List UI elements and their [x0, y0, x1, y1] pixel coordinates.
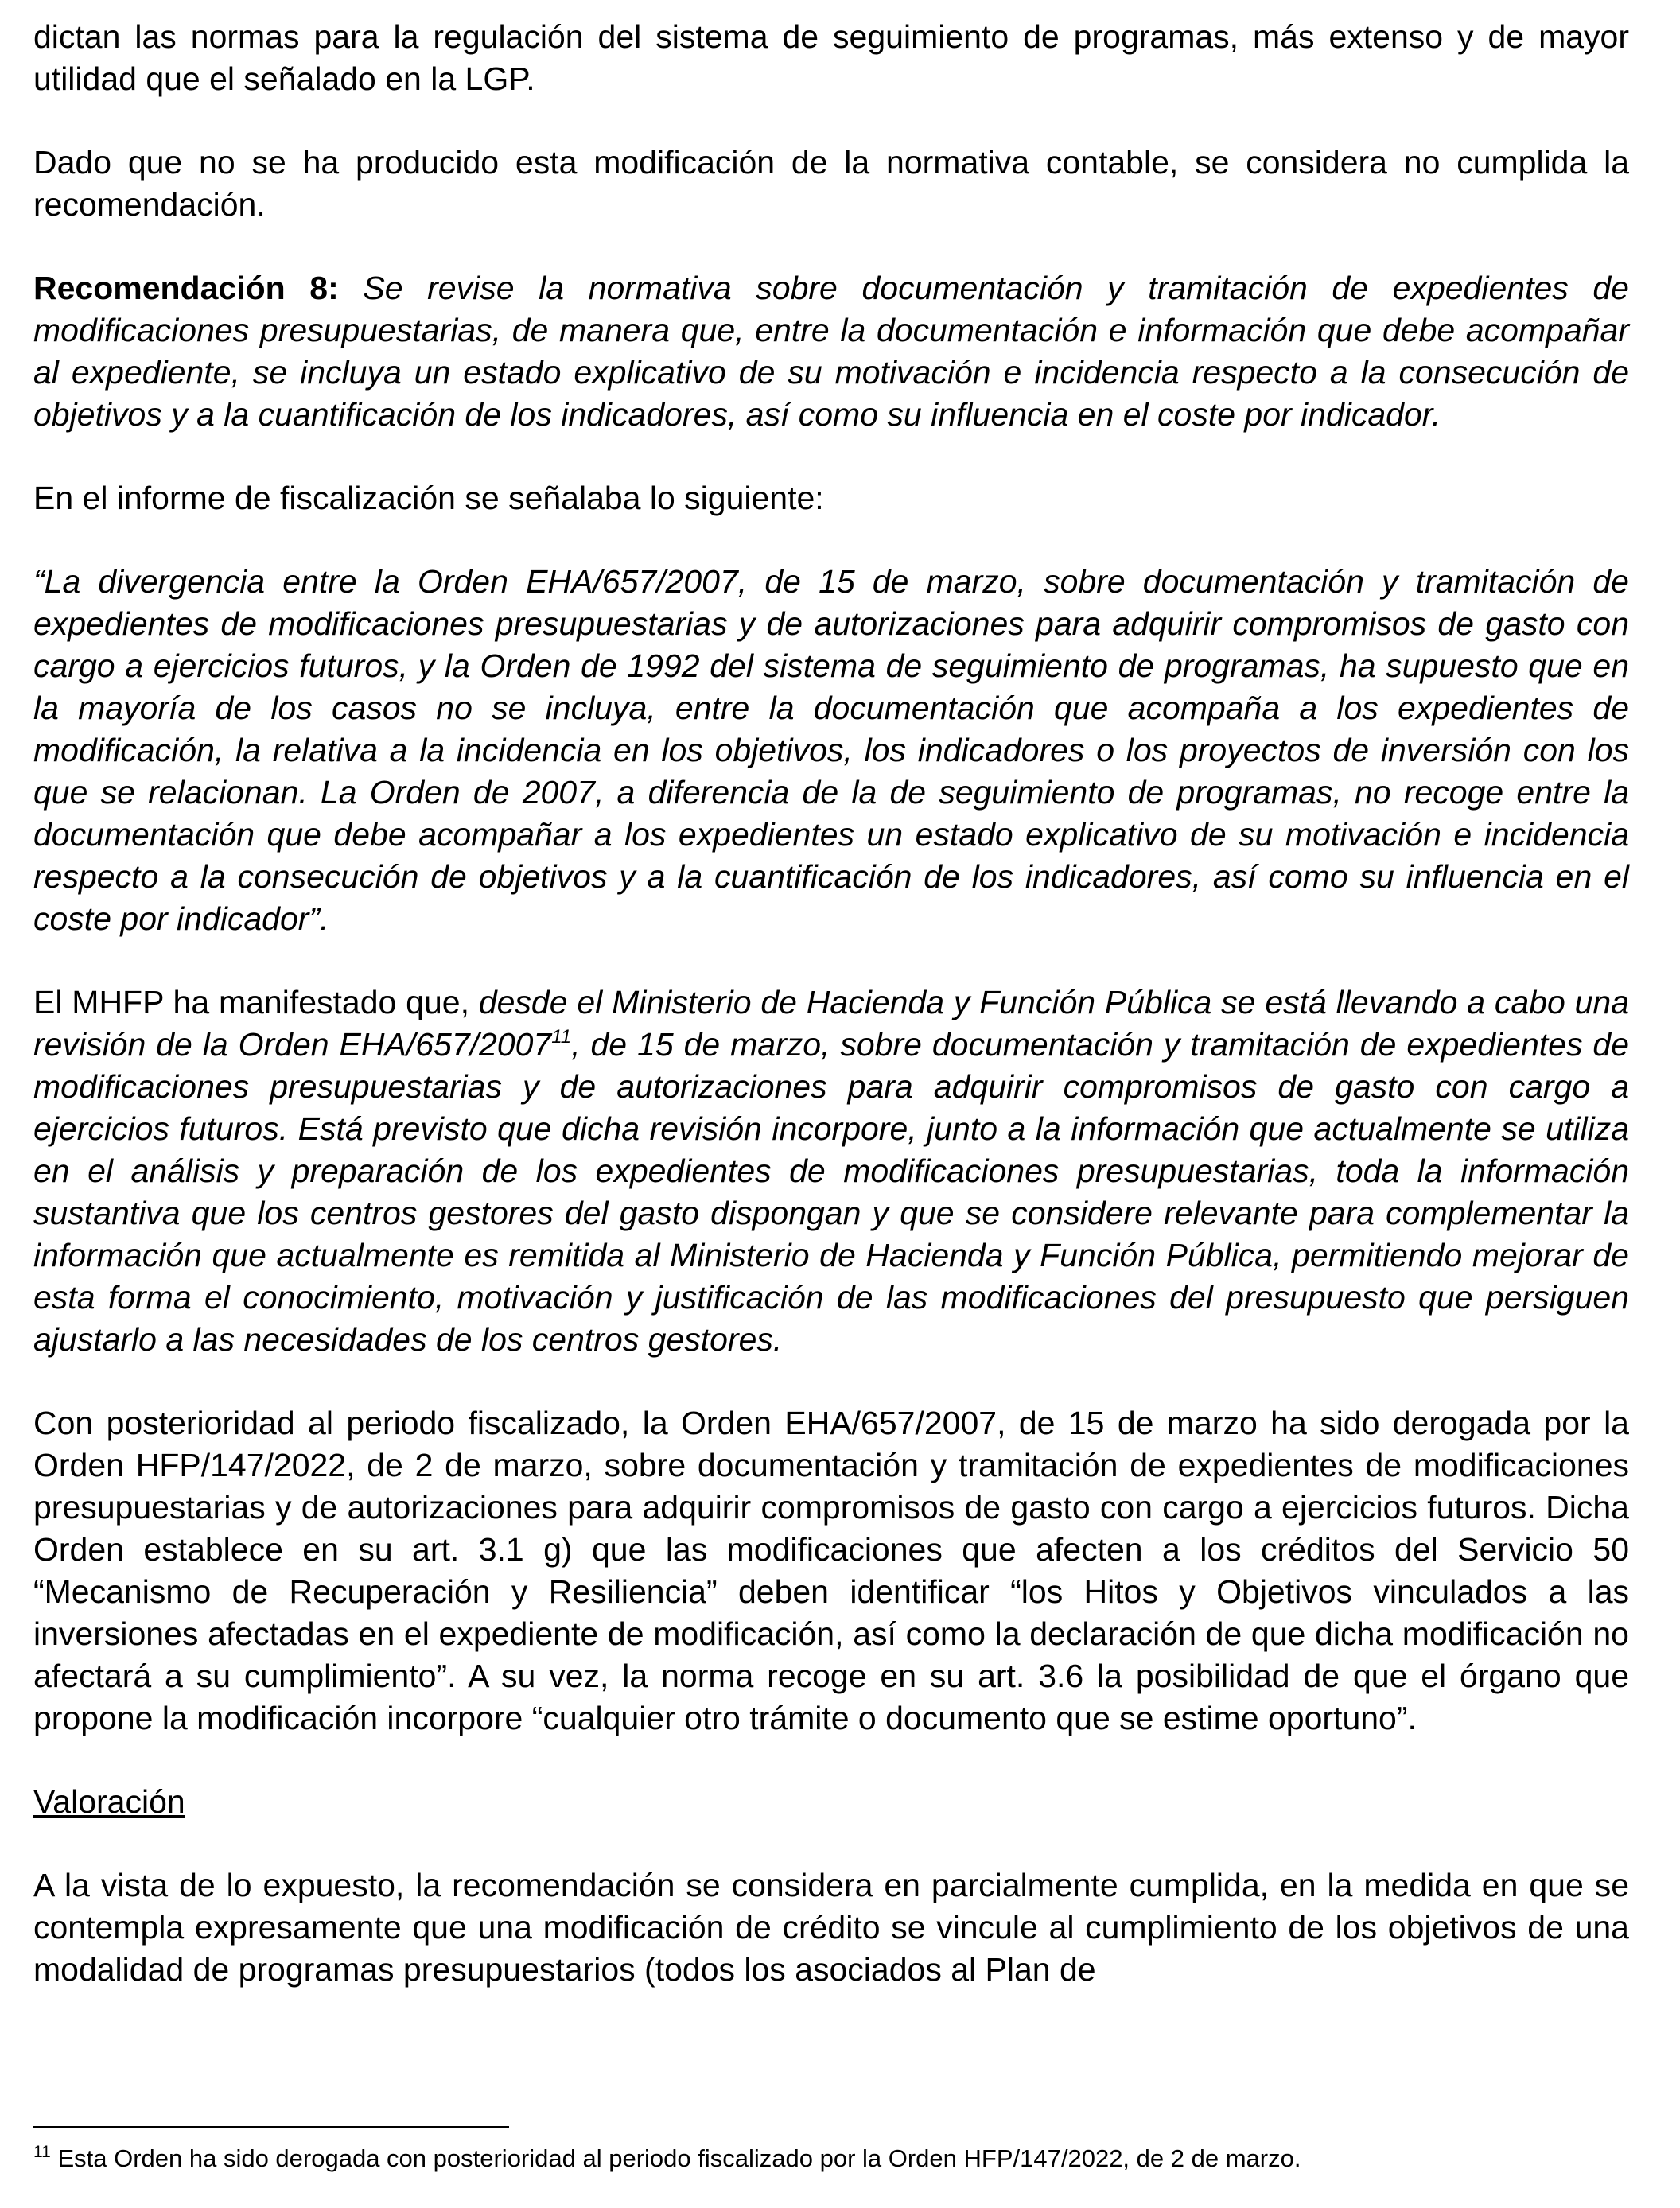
paragraph-valoracion-text: A la vista de lo expuesto, la recomendación se considera en parcialmente cumplida, en la medida en que se contempla expresamente que una modificación de crédito se vincule al cumplimiento de los objetivos de una modalidad de programas presupuestarios (todos los asociados al Plan de [33, 1867, 1629, 1988]
paragraph-no-cumplida: Dado que no se ha producido esta modificación de la normativa contable, se considera no cumplida la recomendación. [33, 144, 1629, 223]
mhfp-quote-part-a: desde el Ministerio de Hacienda y Función Pública se está llevando a cabo una revisión de la Orden EHA/657/2007 [33, 984, 1629, 1063]
paragraph-informe-quote: “La divergencia entre la Orden EHA/657/2007, de 15 de marzo, sobre documentación y tramitación de expedientes de modificaciones presupuestarias y de autorizaciones para adquirir compromisos de gasto con cargo a ejercicios futuros, y la Orden de 1992 del sistema de seguimiento de programas, ha supuesto que en la mayoría de los casos no se incluya, entre la documentación que acompaña a los expedientes de modificación, la relativa a la incidencia en los objetivos, los indicadores o los proyectos de inversión con los que se relacionan. La Orden de 2007, a diferencia de la de seguimiento de programas, no recoge entre la documentación que debe acompañar a los expedientes un estado explicativo de su motivación e incidencia respecto a la consecución de objetivos y a la cuantificación de los indicadores, así como su influencia en el coste por indicador”. [33, 563, 1629, 937]
footnote-reference[interactable]: 11 [551, 1026, 572, 1048]
footnote [33, 2143, 1648, 2175]
footnote-number: 11 [33, 2143, 51, 2161]
paragraph-orden-derogada: Con posterioridad al periodo fiscalizado, la Orden EHA/657/2007, de 15 de marzo ha sido derogada por la Orden HFP/147/2022, de 2 de marzo, sobre documentación y tramitación de expedientes de modificaciones presupuestarias y de autorizaciones para adquirir compromisos de gasto con cargo a ejercicios futuros. Dicha Orden establece en su art. 3.1 g) que las modificaciones que afecten a los créditos del Servicio 50 “Mecanismo de Recuperación y Resiliencia” deben identificar “los Hitos y Objetivos vinculados a las inversiones afectadas en el expediente de modificación, así como la declaración de que dicha modificación no afectará a su cumplimiento”. A su vez, la norma recoge en su art. 3.6 la posibilidad de que el órgano que propone la modificación incorpore “cualquier otro trámite o documento que se estime oportuno”. [33, 1405, 1629, 1736]
heading-valoracion [33, 1781, 1629, 1823]
footnote-text: Esta Orden ha sido derogada con posterioridad al periodo fiscalizado por la Orden HFP/147/2022, de 2 de marzo. [57, 2144, 1301, 2172]
paragraph-informe-intro: En el informe de fiscalización se señalaba lo siguiente: [33, 480, 824, 516]
footnote-divider [33, 2126, 509, 2128]
paragraph-recomendacion-8 [33, 267, 1629, 436]
mhfp-intro: El MHFP ha manifestado que, [33, 984, 469, 1020]
recommendation-text: Se revise la normativa sobre documentación y tramitación de expedientes de modificaciones presupuestarias, de manera que, entre la documentación e información que debe acompañar al expediente, se incluya un estado explicativo de su motivación e incidencia respecto a la consecución de objetivos y a la cuantificación de los indicadores, así como su influencia en el coste por indicador. [33, 270, 1629, 433]
document-body [33, 16, 1629, 1991]
mhfp-quote-part-b: , de 15 de marzo, sobre documentación y tramitación de expedientes de modificaciones presupuestarias y de autorizaciones para adquirir compromisos de gasto con cargo a ejercicios futuros. Está previsto que dicha revisión incorpore, junto a la información que actualmente se utiliza en el análisis y preparación de los expedientes de modificaciones presupuestarias, toda la información sustantiva que los centros gestores del gasto dispongan y que se considere relevante para complementar la información que actualmente es remitida al Ministerio de Hacienda y Función Pública, permitiendo mejorar de esta forma el conocimiento, motivación y justificación de las modificaciones del presupuesto que persiguen ajustarlo a las necesidades de los centros gestores. [33, 1026, 1629, 1358]
section-heading: Valoración [33, 1783, 185, 1820]
paragraph-mhfp-response [33, 982, 1629, 1361]
recommendation-label: Recomendación 8: [33, 270, 339, 306]
paragraph-normas-seguimiento: dictan las normas para la regulación del sistema de seguimiento de programas, más extenso y de mayor utilidad que el señalado en la LGP. [33, 18, 1629, 97]
